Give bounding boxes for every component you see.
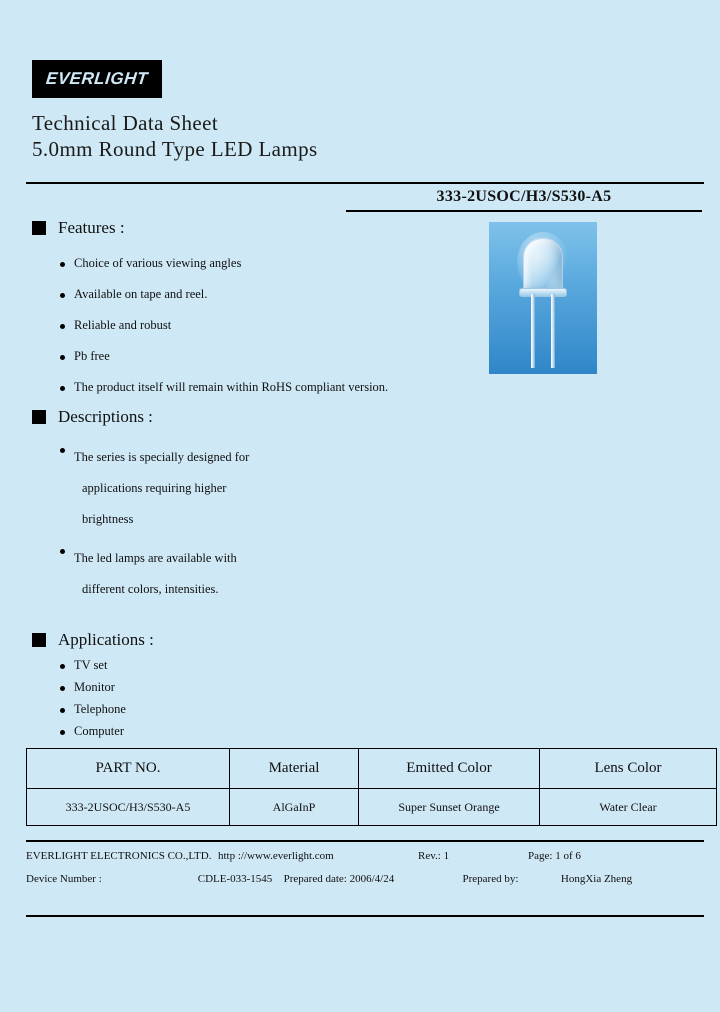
cell-lens-color: Water Clear [540, 789, 717, 826]
description-line-1: The series is specially designed for [74, 450, 250, 464]
description-line-2: different colors, intensities. [82, 582, 219, 596]
footer-device-label: Device Number : [26, 873, 102, 885]
square-bullet-icon [32, 221, 46, 235]
title-line-1: Technical Data Sheet [32, 111, 219, 135]
list-item: Monitor [58, 680, 358, 695]
footer-rev [418, 850, 528, 862]
footer-prepared-by-value: HongXia Zheng [560, 873, 633, 885]
cell-part-no: 333-2USOC/H3/S530-A5 [27, 789, 230, 826]
list-item: TV set [58, 658, 358, 673]
table-header-row [27, 749, 717, 789]
footer-prepared-date [284, 873, 463, 885]
title-line-2: 5.0mm Round Type LED Lamps [32, 137, 318, 161]
led-lead-right [551, 294, 555, 368]
square-bullet-icon [32, 633, 46, 647]
list-item: Pb free [58, 349, 478, 364]
footer-page: Page: 1 of 6 [528, 850, 581, 862]
footer-prepared-date-label: Prepared date: [283, 873, 347, 885]
list-item: The product itself will remain within RoHS compliant version. [58, 380, 478, 395]
datasheet-sheet [12, 10, 708, 990]
list-item: Reliable and robust [58, 318, 478, 333]
footer-company: EVERLIGHT ELECTRONICS CO.,LTD. [26, 850, 212, 862]
column-header-part-no: PART NO. [27, 749, 230, 789]
footer-prepared-by-label: Prepared by: [462, 873, 519, 885]
description-line-3: brightness [82, 512, 134, 526]
cell-emitted-color: Super Sunset Orange [359, 789, 540, 826]
led-lead-left [531, 294, 535, 368]
applications-heading-label: Applications : [58, 630, 154, 649]
logo-text: EVERLIGHT [45, 69, 149, 88]
column-header-emitted-color: Emitted Color [359, 749, 540, 789]
footer-rev-label: Rev.: [418, 850, 441, 862]
list-item: Telephone [58, 702, 358, 717]
description-line-1: The led lamps are available with [74, 551, 237, 565]
list-item: Computer [58, 724, 358, 739]
spec-table [26, 748, 717, 826]
list-item: Choice of various viewing angles [58, 256, 478, 271]
column-header-lens-color: Lens Color [540, 749, 717, 789]
section-heading-descriptions [32, 407, 153, 427]
led-glow [517, 232, 569, 292]
descriptions-list [58, 442, 458, 613]
square-bullet-icon [32, 410, 46, 424]
features-heading-label: Features : [58, 218, 125, 237]
list-item [58, 543, 458, 605]
footer-row-2 [26, 873, 704, 885]
column-header-material: Material [230, 749, 359, 789]
list-item [58, 442, 458, 535]
led-lamp-photo [489, 222, 597, 374]
description-line-2: applications requiring higher [82, 481, 227, 495]
document-title [32, 110, 532, 162]
features-list [58, 256, 478, 411]
part-number-heading: 333-2USOC/H3/S530-A5 [346, 188, 702, 212]
divider-bottom [26, 840, 704, 842]
section-heading-applications [32, 630, 154, 650]
footer-website[interactable]: http ://www.everlight.com [218, 850, 334, 862]
page-footer [26, 850, 704, 896]
footer-row-1 [26, 850, 704, 862]
cell-material: AlGaInP [230, 789, 359, 826]
footer-rev-value: 1 [443, 850, 450, 862]
list-item: Available on tape and reel. [58, 287, 478, 302]
descriptions-heading-label: Descriptions : [58, 407, 153, 426]
divider-footer [26, 915, 704, 917]
footer-device-value: CDLE-033-1545 [197, 873, 273, 885]
table-row [27, 789, 717, 826]
divider-top [26, 182, 704, 184]
section-heading-features [32, 218, 125, 238]
footer-prepared-date-value: 2006/4/24 [349, 873, 395, 885]
everlight-logo [32, 60, 162, 98]
applications-list [58, 658, 358, 746]
